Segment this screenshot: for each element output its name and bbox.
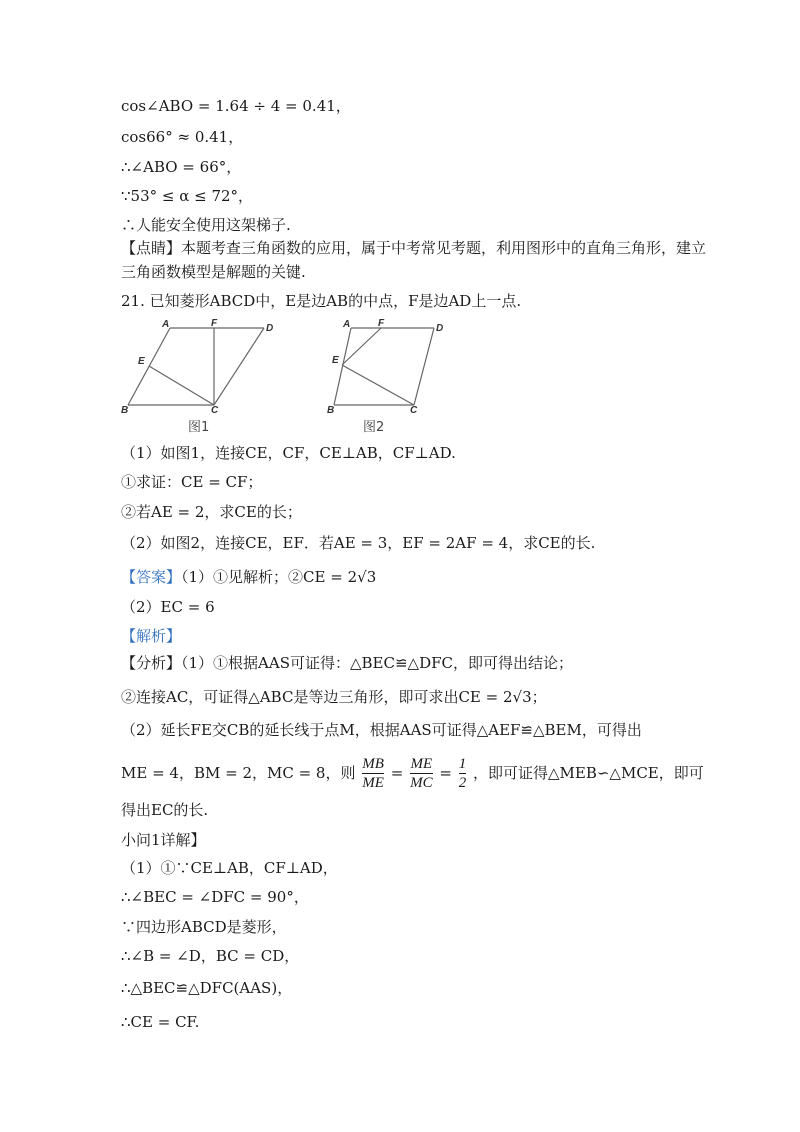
fraction-one-half	[459, 755, 467, 792]
fraction-lead: ME = 4，BM = 2，MC = 8，则	[121, 764, 356, 782]
detail-3: ∵四边形ABCD是菱形，	[121, 918, 287, 936]
fig1-segment-ec	[149, 366, 214, 405]
analysis-1-text: （1）①根据AAS可证得：△BEC≌△DFC，即可得出结论；	[181, 654, 574, 672]
fraction-n3: 1	[458, 755, 467, 772]
part1-statement: （1）如图1，连接CE，CF，CE⊥AB，CF⊥AD.	[121, 444, 456, 462]
fig2-label-c: C	[410, 405, 418, 414]
fig1-label-a: A	[162, 319, 170, 330]
answer-part-2: （2）EC = 6	[121, 598, 215, 616]
figure-2	[324, 318, 454, 418]
problem-21-title: 21. 已知菱形ABCD中，E是边AB的中点，F是边AD上一点.	[121, 292, 522, 310]
figure-2-svg	[324, 318, 454, 414]
fraction-n2: ME	[410, 755, 433, 772]
detail-heading: 小问1详解】	[121, 831, 206, 849]
detail-6: ∴CE = CF.	[121, 1013, 200, 1031]
fig2-label-d: D	[436, 323, 444, 334]
fig2-edge-dc	[414, 328, 434, 405]
fig1-label-d: D	[266, 323, 274, 334]
line-angle-abo: ∴∠ABO = 66°，	[121, 158, 242, 176]
fig2-label-a: A	[343, 319, 351, 330]
detail-2: ∴∠BEC = ∠DFC = 90°，	[121, 888, 309, 906]
figure-1-caption: 图1	[188, 420, 210, 435]
fraction-tail: ，即可证得△MEB∽△MCE，即可	[473, 764, 704, 782]
detail-4: ∴∠B = ∠D，BC = CD，	[121, 947, 300, 965]
analysis-tag: 【解析】	[121, 627, 182, 645]
fig2-segment-ef	[342, 328, 381, 365]
analysis-1: 【分析】（1）①根据AAS可证得：△BEC≌△DFC，即可得出结论；	[121, 654, 574, 672]
fig1-label-e: E	[138, 356, 145, 367]
answer-part-1: （1）①见解析；②CE = 2√3	[181, 568, 377, 586]
analysis-3: （2）延长FE交CB的延长线于点M，根据AAS可证得△AEF≌△BEM，可得出	[121, 721, 642, 739]
fraction-d3: 2	[458, 774, 467, 791]
line-comment-1: 【点睛】本题考查三角函数的应用，属于中考常见考题，利用图形中的直角三角形，建立	[121, 239, 707, 257]
figure-1	[118, 318, 278, 418]
part2-statement: （2）如图2，连接CE，EF．若AE = 3，EF = 2AF = 4，求CE的长.	[121, 534, 596, 552]
line-cos66: cos66° ≈ 0.41，	[121, 128, 244, 146]
figure-1-svg	[118, 318, 278, 414]
fig2-segment-ec	[342, 365, 414, 405]
fig1-label-f: F	[211, 318, 218, 329]
line-conclusion-ladder: ∴人能安全使用这架梯子.	[121, 216, 291, 234]
part1-question-1: ①求证：CE = CF；	[121, 473, 263, 491]
answer-tag: 【答案】	[121, 568, 182, 586]
answer-line-1	[121, 567, 376, 587]
fig2-edge-ba	[334, 328, 351, 405]
fraction-d2: MC	[410, 774, 433, 791]
detail-1: （1）①∵CE⊥AB，CF⊥AD，	[121, 859, 338, 877]
detail-5: ∴△BEC≌△DFC(AAS)，	[121, 979, 293, 997]
fraction-d1: ME	[362, 774, 384, 791]
fig1-label-c: C	[211, 405, 219, 414]
fig2-label-b: B	[327, 405, 335, 414]
line-alpha-range: ∵53° ≤ α ≤ 72°，	[121, 187, 254, 205]
line-cos-abo: cos∠ABO = 1.64 ÷ 4 = 0.41，	[121, 97, 351, 115]
fig1-label-b: B	[121, 405, 129, 414]
fig1-edge-dc	[214, 328, 264, 405]
fig2-label-f: F	[378, 318, 385, 329]
figure-2-caption: 图2	[363, 420, 385, 435]
fraction-n1: MB	[362, 755, 384, 772]
analysis-fraction-line: ME = 4，BM = 2，MC = 8，则 $\frac{MB}{ME}$ = $\frac{ME}{MC}$ = $\frac{1}{2}$ ，即可证得△MEB∽△MCE，即可	[121, 755, 704, 791]
fraction-mb-me	[362, 755, 384, 792]
part1-question-2: ②若AE = 2，求CE的长；	[121, 503, 302, 521]
analysis-2: ②连接AC，可证得△ABC是等边三角形，即可求出CE = 2√3；	[121, 688, 547, 706]
fig2-label-e: E	[332, 355, 339, 366]
line-comment-2: 三角函数模型是解题的关键.	[121, 263, 306, 281]
fraction-me-mc	[410, 755, 433, 792]
analysis-end: 得出EC的长.	[121, 801, 209, 819]
